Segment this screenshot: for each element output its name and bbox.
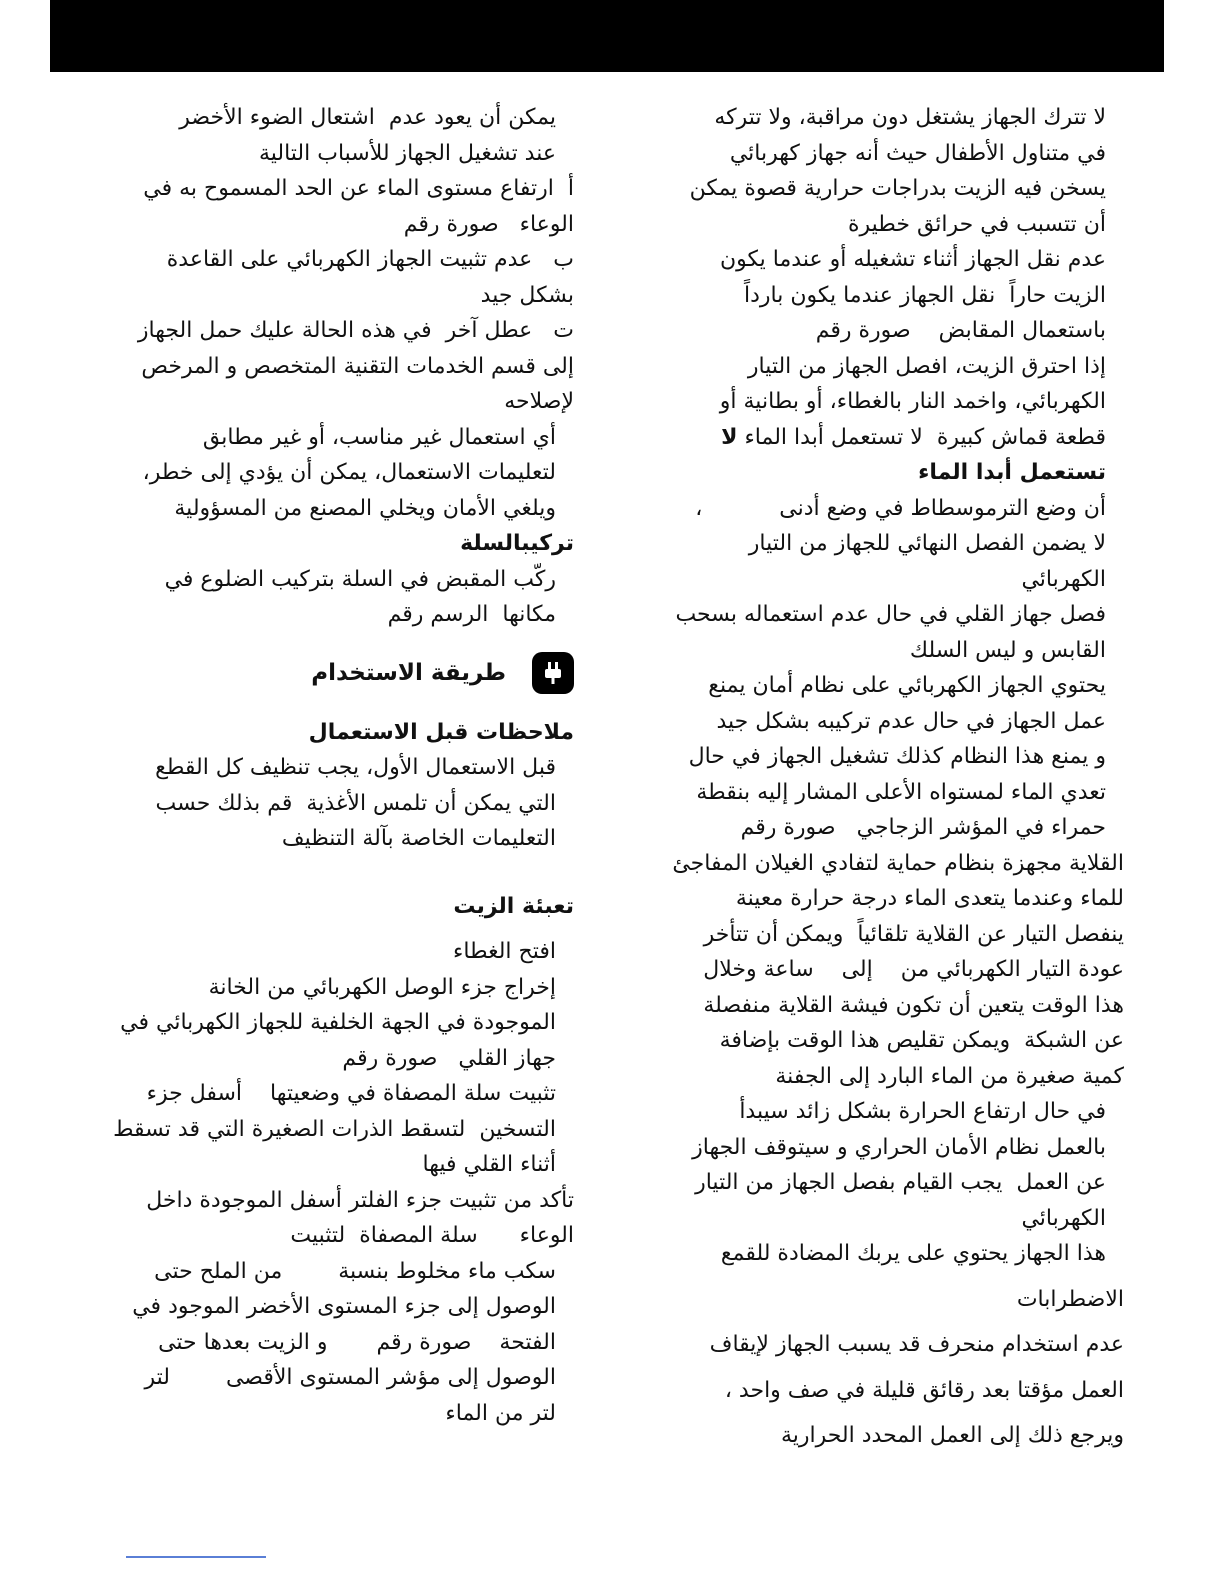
boil-protection-note: القلاية مجهزة بنظام حماية لتفادي الغيلان المفاجئ للماء وعندما يتعدى الماء درجة حرارة معينة ينفصل التيار عن القلاية تلقائياً ويمكن أن تتأخر عودة التيار الكهربائي من إلى ساعة وخلال هذا الوقت يتعين أن تكون فيشة القلاية منفصلة عن الشبكة ويمكن تقليص هذا الوقت بإضافة كمية صغيرة من الماء البارد إلى الجفنة — [672, 850, 1124, 1089]
misuse-note-2: العمل مؤقتا بعد رقائق قليلة في صف واحد ، — [724, 1377, 1124, 1403]
warning-no-water-b: تستعمل أبدا الماء — [918, 460, 1106, 485]
header-bar — [50, 0, 1164, 72]
step-connector: إخراج جزء الوصل الكهربائي من الخانة الموجودة في الجهة الخلفية للجهاز الكهربائي في جهاز القلي صورة رقم — [120, 974, 556, 1071]
footer-line — [126, 1556, 266, 1558]
green-light-note: يمكن أن يعود عدم اشتعال الضوء الأخضر عند تشغيل الجهاز للأسباب التالية — [179, 105, 556, 166]
oil-filling-heading: تعبئة الزيت — [453, 893, 574, 919]
disturbances-label: الاضطرابات — [1016, 1286, 1124, 1312]
usage-heading — [104, 643, 574, 703]
water-level-note: و يمنع هذا النظام كذلك تشغيل الجهاز في حال تعدي الماء لمستواه الأعلى المشار إليه بنقطة حمراء في المؤشر الزجاجي صورة رقم — [688, 744, 1106, 840]
pre-use-heading: ملاحظات قبل الاستعمال — [308, 719, 574, 745]
step-open-lid: افتح الغطاء — [453, 939, 556, 964]
warning-moving: عدم نقل الجهاز أثناء تشغيله أو عندما يكون الزيت حاراً نقل الجهاز عندما يكون بارداً باستعمال المقابض صورة رقم — [720, 247, 1106, 343]
warning-unattended: لا تترك الجهاز يشتغل دون مراقبة، ولا تتركه في متناول الأطفال حيث أنه جهاز كهربائي يسخن فيه الزيت بدراجات حرارية قصوة يمكن أن تتسبب في حرائق خطيرة — [689, 105, 1106, 237]
misuse-note-3: ويرجع ذلك إلى العمل المحدد الحرارية — [780, 1423, 1124, 1448]
usage-title: طريقة الاستخدام — [311, 659, 506, 686]
step-filter-check: تأكد من تثبيت جزء الفلتر أسفل الموجودة داخل الوعاء سلة المصفاة لتثبيت — [146, 1187, 574, 1248]
improper-use-note: أي استعمال غير مناسب، أو غير مطابق لتعليمات الاستعمال، يمكن أن يؤدي إلى خطر، ويلغي الأمان ويخلي المصنع من المسؤولية — [142, 424, 556, 521]
left-column — [104, 100, 574, 1431]
misuse-note-1: عدم استخدام منحرف قد يسبب الجهاز لإيقاف — [709, 1332, 1124, 1357]
step-pour-water: سكب ماء مخلوط بنسبة من الملح حتى الوصول إلى جزء المستوى الأخضر الموجود في الفتحة صورة رقم و الزيت بعدها حتى الوصول إلى مؤشر المستوى الأقصى لتر لتر من الماء — [132, 1258, 556, 1426]
warning-no-water-a: لا — [721, 424, 738, 450]
cause-c: ت عطل آخر في هذه الحالة عليك حمل الجهاز إلى قسم الخدمات التقنية المتخصص و المرخص لإصلاحه — [137, 318, 574, 414]
cause-a: أ ارتفاع مستوى الماء عن الحد المسموح به في الوعاء صورة رقم — [143, 176, 574, 237]
overheat-note: في حال ارتفاع الحرارة بشكل زائد سيبدأ بالعمل نظام الأمان الحراري و سيتوقف الجهاز عن العمل يجب القيام بفصل الجهاز من التيار الكهربائي — [692, 1099, 1106, 1231]
right-column — [644, 100, 1124, 1454]
step-filter-basket: تثبيت سلة المصفاة في وضعيتها أسفل جزء التسخين لتسقط الذرات الصغيرة التي قد تسقط أثناء القلي فيها — [113, 1081, 556, 1177]
warning-oil-fire: إذا احترق الزيت، افصل الجهاز من التيار الكهربائي، واخمد النار بالغطاء، أو بطانية أو قطعة قماش كبيرة لا تستعمل أبدا الماء لا تستعمل أبدا الماء — [719, 353, 1106, 485]
basket-assembly-text: ركّب المقبض في السلة بتركيب الضلوع في مكانها الرسم رقم — [164, 566, 556, 627]
thermostat-note: أن وضع الترموسطاط في وضع أدنى ، لا يضمن الفصل النهائي للجهاز من التيار الكهربائي — [695, 495, 1106, 592]
pre-use-text: قبل الاستعمال الأول، يجب تنظيف كل القطع التي يمكن أن تلمس الأغذية قم بذلك حسب التعليمات الخاصة بآلة التنظيف — [155, 755, 556, 851]
plug-icon — [532, 652, 574, 694]
anti-interference-note: هذا الجهاز يحتوي على يربك المضادة للقمع — [720, 1241, 1106, 1266]
safety-system-note: يحتوي الجهاز الكهربائي على نظام أمان يمنع عمل الجهاز في حال عدم تركيبه بشكل جيد — [708, 673, 1106, 734]
cause-b: ب عدم تثبيت الجهاز الكهربائي على القاعدة بشكل جيد — [166, 247, 574, 308]
basket-assembly-heading: تركيبالسلة — [460, 531, 574, 556]
unplug-note: فصل جهاز القلي في حال عدم استعماله بسحب القابس و ليس السلك — [675, 602, 1106, 663]
